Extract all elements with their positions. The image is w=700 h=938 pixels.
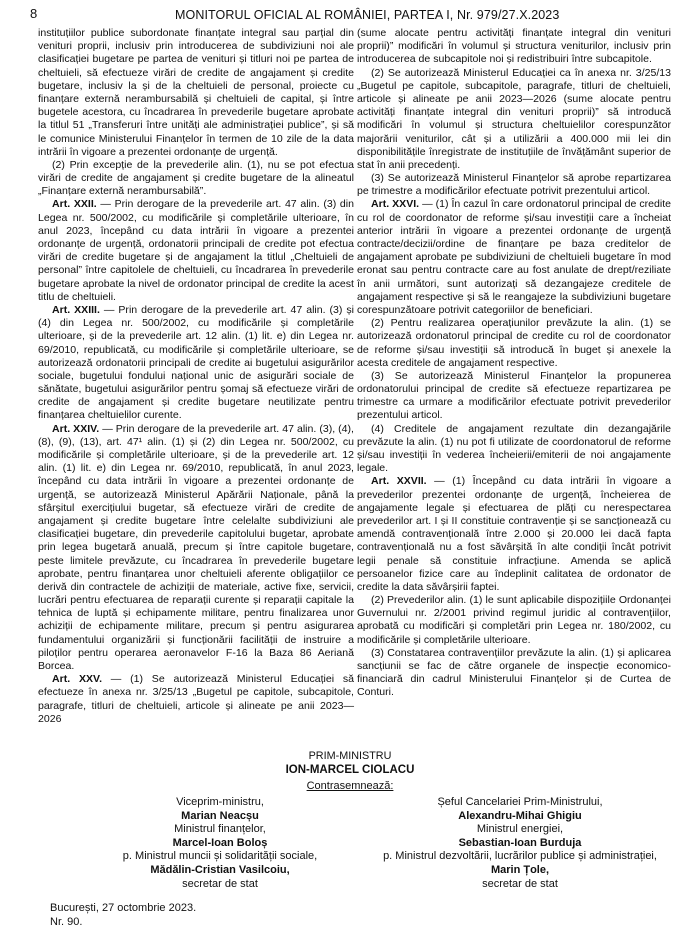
article-xxv — [38, 673, 354, 726]
signatory-name: Marcel-Ioan Boloș — [172, 836, 268, 849]
article-label: Art. XXII. — [52, 198, 97, 211]
article-xxii — [38, 198, 354, 304]
prime-minister-name: ION-MARCEL CIOLACU — [285, 764, 415, 776]
article-label: Art. XXVII. — [371, 475, 427, 488]
article-xxiv — [38, 423, 354, 674]
article-text: — Prin derogare de la prevederile art. 47 alin. (3) din Legea nr. 500/2002, cu modificările și completările ulterioare, în anul 2023, începând cu data intrării în vigoare a prezentei ordonanțe de urgență, ordonatorii principali de credite pot efectua virări de credite bugetare și de angajament la titlul „Cheltuieli de personal” între capitolele de cheltuieli, cu încadrarea în prevederile bugetare aprobate la nivel de ordonator principal de credite la acest titlu de cheltuieli. — [38, 198, 354, 303]
signatory-name: Sebastian-Ioan Burduja — [458, 836, 582, 849]
paragraph: (3) Se autorizează Ministerul Finanțelor să aprobe repartizarea pe trimestre a modificărilor efectuate potrivit prezentului articol. — [357, 172, 671, 198]
paragraph: (2) Pentru realizarea operațiunilor prevăzute la alin. (1) se autorizează ordonatorul principal de credite cu rol de coordonator de reforme și/sau investiții să introducă în buget și anexele la acesta creditele de angajament respective. — [357, 317, 671, 369]
article-xxiii — [38, 304, 354, 423]
page-number: 8 — [30, 6, 38, 21]
paragraph: (sume alocate pentru activități finanțate integral din venituri proprii)” modificări în volumul și structura veniturilor, inclusiv prin introducerea de subcapitole noi și redistribuiri între subcapitole. — [357, 27, 671, 66]
place-and-date: București, 27 octombrie 2023. — [50, 902, 197, 914]
document-number: Nr. 90. — [50, 915, 83, 928]
signature-title: Șeful Cancelariei Prim-Ministrului, — [437, 796, 603, 808]
article-text: — Prin derogare de la prevederile art. 47 alin. (3) și (4) din Legea nr. 500/2002, cu modificările și completările ulterioare, și de la prevederile art. 12 alin. (1) lit. e) din Legea nr. 69/2010, republicată, cu modificările și completările ulterioare, se autorizează ordonatorii principali de credite ai bugetului asigurărilor sociale, bugetului fondului național unic de asigurări sociale de sănătate, bugetului asigurărilor pentru șomaj să efectueze virări de credite de angajament și credite bugetare neutilizate pentru finanțarea cheltuielilor curente. — [38, 303, 354, 422]
article-label: Art. XXVI. — [371, 198, 420, 211]
article-text: — (1) Se autorizează Ministerul Educației să efectueze în anexa nr. 3/25/13 „Bugetul pe capitole, subcapitole, paragrafe, titluri de cheltuieli, articole și alineate pe anii 2023—2026 — [38, 673, 354, 725]
paragraph: (2) Se autorizează Ministerul Educației ca în anexa nr. 3/25/13 „Bugetul pe capitole, subcapitole, paragrafe, titluri de cheltuieli, articole și alineate pe anii 2023—2026 (sume alocate pentru activități finanțate integral din venituri proprii)” să introducă modificări în volumul și structura cheltuielilor corespunzător majorării veniturilor, cât și a utilizării a 400.000 mii lei din disponibilitățile înregistrate de instituțiile de învățământ superior de stat în anii precedenți. — [357, 66, 671, 171]
signatory-name: Marin Țole, — [490, 863, 550, 876]
signatures-left — [40, 796, 400, 891]
article-text: — (1) În cazul în care ordonatorul principal de credite cu rol de coordonator de reforme și/sau investiții care a încheiat anterior intrării în vigoare a prezentei ordonanțe de urgență contracte/decizii/ordine de finanțare pe baza creditelor de angajament aprobate pe subdiviziuni de cheltuieli bugetare în mod eronat sau pentru contracte care au fost anulate de drept/reziliate în anii următori, sunt autorizați să dezangajeze creditele de angajament respective și să le reangajeze la subdiviziuni bugetare corespunzătoare potrivit categoriilor de beneficiari. — [357, 198, 671, 316]
article-text: — Prin derogare de la prevederile art. 47 alin. (3), (4), (8), (9), (13), art. 47¹ alin. (1) și (2) din Legea nr. 500/2002, cu modificările și completările ulterioare, și de la prevederile art. 12 alin. (1) lit. e) din Legea nr. 69/2010, republicată, în anul 2023, începând cu data intrării în vigoare a prezentei ordonanțe de urgență, se autorizează Ministerul Apărării Naționale, până la sfârșitul exercițiului bugetar, să efectueze virări de credite de angajament și credite bugetare între celelalte subdiviziuni ale clasificației bugetare, din prevederile capitolului bugetar, aprobate prin legea bugetară anuală, precum și între capitole bugetare, peste limitele prevăzute, cu încadrarea în prevederile bugetare aprobate, pentru finanțarea unor cheltuieli aferente obligațiilor ce derivă din contractele de achiziții de materiale, active fixe, servicii, lucrări pentru efectuarea de reparații curente și reparații capitale la tehnica de luptă și echipamente militare, pentru finalizarea unor achiziții de echipamente militare, precum și pentru asigurarea fundamentului organizării și funcționării facilității de instruire a piloților pentru operarea aeronavelor F-16 la Baza 86 Aeriană Borcea. — [38, 422, 354, 672]
paragraph: (3) Se autorizează Ministerul Finanțelor la propunerea ordonatorului principal de credite să efectueze repartizarea pe trimestre ca urmare a modificărilor efectuate potrivit prevederilor prezentului articol. — [357, 369, 671, 422]
paragraph: instituțiilor publice subordonate finanțate integral sau parțial din venituri proprii, inclusiv prin introducerea de subdiviziuni noi ale clasificației bugetare pe partea de venituri și titluri noi pe partea de cheltuieli, să efectueze virări de credite de angajament și credite bugetare, inclusiv la și de la cheltuieli de personal, proiecte cu finanțare externă nerambursabilă și cheltuieli de capital, și între bugetele acestora, cu încadrarea în prevederile bugetare aprobate la titlul 51 „Transferuri între unități ale administrației publice”, și să le comunice Ministerului Finanțelor în termen de 10 zile de la data intrării în vigoare a prezentei ordonanțe de urgență. — [38, 27, 354, 158]
signature-title: secretar de stat — [482, 877, 558, 890]
signature-title: secretar de stat — [182, 877, 258, 890]
paragraph: (2) Prevederilor alin. (1) le sunt aplicabile dispozițiile Ordonanței Guvernului nr. 2/2001 privind regimul juridic al contravențiilor, aprobată cu modificări și completări prin Legea nr. 180/2002, cu modificările și completările ulterioare. — [357, 594, 671, 646]
place-date-block — [50, 902, 196, 929]
article-text: — (1) Începând cu data intrării în vigoare a prevederilor prezentei ordonanțe de urgență, încheierea de angajamente legale și efectuarea de plăți cu nerespectarea prevederilor art. I și II constituie contravenție și se sancționează cu amendă contravențională între 2.000 și 20.000 lei dacă fapta contravențională nu a fost săvârșită în alte condiții încât potrivit legii penale să constituie infracțiune. Amenda se aplică persoanelor fizice care au îndeplinit calitatea de ordonator de credite la data săvârșirii faptei. — [357, 475, 671, 593]
countersign-heading — [0, 780, 700, 792]
article-xxvi — [357, 198, 671, 317]
article-label: Art. XXV. — [52, 673, 103, 686]
signatory-name: Marian Neacșu — [181, 809, 259, 822]
signatures-right — [350, 796, 690, 891]
signatory-name: Mădălin-Cristian Vasilcoiu, — [150, 863, 290, 876]
article-label: Art. XXIII. — [52, 303, 100, 316]
right-column — [357, 27, 671, 700]
paragraph: (4) Creditele de angajament rezultate din dezangajările prevăzute la alin. (1) nu pot fi utilizate de coordonatorul de reforme și/sau investiții în vederea încheierii/emiterii de noi angajamente legale. — [357, 422, 671, 475]
page-header — [0, 6, 700, 24]
signature-title: Ministrul finanțelor, — [174, 823, 266, 836]
signature-title: p. Ministrul muncii și solidarității sociale, — [122, 850, 318, 863]
paragraph: (2) Prin excepție de la prevederile alin. (1), nu se pot efectua virări de credite de angajament și credite bugetare de la alineatul „Finanțare externă nerambursabilă”. — [38, 158, 354, 198]
signature-title: Ministrul energiei, — [476, 823, 564, 836]
signature-title: p. Ministrul dezvoltării, lucrărilor publice și administrației, — [383, 850, 657, 863]
prime-minister-label: PRIM-MINISTRU — [308, 750, 392, 762]
paragraph: (3) Constatarea contravențiilor prevăzute la alin. (1) și aplicarea sancțiunii se fac de către organele de inspecție economico-financiară din cadrul Ministerului Finanțelor și de Curtea de Conturi. — [357, 646, 671, 699]
left-column — [38, 27, 354, 726]
countersign-label: Contrasemnează: — [306, 780, 394, 792]
article-xxvii — [357, 475, 671, 594]
article-label: Art. XXIV. — [52, 422, 100, 435]
gazette-title: MONITORUL OFICIAL AL ROMÂNIEI, PARTEA I, Nr. 979/27.X.2023 — [175, 8, 560, 22]
signature-title: Viceprim-ministru, — [176, 796, 264, 808]
signatory-name: Alexandru-Mihai Ghigiu — [458, 809, 582, 822]
